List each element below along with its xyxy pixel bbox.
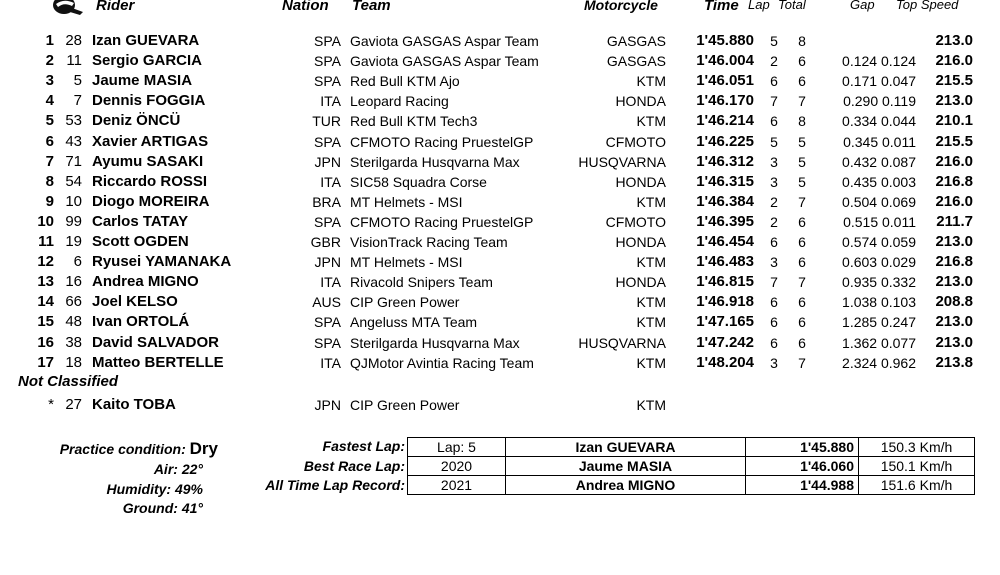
header-motorcycle: Motorcycle	[584, 0, 658, 13]
rider-name: David SALVADOR	[92, 333, 219, 351]
gap-values: 0.290 0.119	[843, 93, 916, 110]
rider-nation: BRA	[312, 193, 341, 210]
rider-position: 17	[37, 353, 54, 371]
record-time: 1'46.060	[800, 458, 854, 474]
total-laps: 7	[798, 93, 806, 110]
top-speed: 213.0	[935, 273, 973, 291]
total-laps: 5	[798, 173, 806, 190]
rider-name: Sergio GARCIA	[92, 52, 203, 70]
total-laps: 6	[798, 53, 806, 70]
best-lap-number: 3	[770, 173, 778, 190]
rider-number: 5	[73, 72, 82, 90]
not-classified-marker: *	[48, 396, 54, 413]
top-speed: 215.5	[935, 132, 973, 150]
record-lap: Lap: 5	[408, 438, 506, 457]
total-laps: 6	[798, 234, 806, 250]
table-row	[0, 152, 1000, 172]
rider-team: CIP Green Power	[350, 294, 460, 311]
rider-team: CFMOTO Racing PruestelGP	[350, 133, 534, 150]
rider-nation: SPA	[314, 33, 341, 49]
rider-number: 16	[65, 273, 82, 291]
record-rider: Jaume MASIA	[506, 457, 746, 476]
practice-condition-label: Practice condition:	[59, 441, 186, 457]
rider-motorcycle: HONDA	[615, 173, 666, 190]
rider-position: 5	[45, 112, 54, 130]
rider-motorcycle: GASGAS	[606, 53, 666, 70]
record-year: 2020	[408, 457, 506, 476]
best-lap-number: 5	[770, 33, 778, 49]
lap-time: 1'46.312	[696, 152, 754, 170]
record-speed: 151.6 Km/h	[858, 476, 974, 495]
rider-team: MT Helmets - MSI	[350, 254, 463, 271]
rider-nation: SPA	[314, 73, 341, 90]
table-row	[0, 353, 1000, 373]
air-temperature	[30, 461, 203, 477]
total-laps: 6	[798, 254, 806, 271]
rider-number: 27	[65, 396, 82, 413]
gap-values: 0.515 0.011	[843, 213, 916, 230]
top-speed: 213.0	[935, 32, 973, 49]
rider-motorcycle: HONDA	[615, 93, 666, 110]
rider-nation: JPN	[314, 153, 341, 170]
record-speed: 150.1 Km/h	[858, 457, 974, 476]
rider-number: 7	[73, 92, 82, 110]
header-nation: Nation	[282, 0, 329, 14]
rider-position: 7	[45, 152, 54, 170]
table-row	[0, 51, 1000, 71]
gap-values: 0.603 0.029	[842, 254, 916, 271]
rider-name: Carlos TATAY	[92, 212, 189, 230]
rider-position: 10	[37, 212, 54, 230]
gap-values: 0.935 0.332	[842, 274, 916, 291]
best-lap-number: 6	[770, 334, 778, 351]
best-lap-number: 3	[770, 153, 778, 170]
gap-values: 0.432 0.087	[842, 153, 916, 170]
top-speed: 216.8	[935, 253, 973, 271]
all-time-lap-record-label: All Time Lap Record:	[265, 477, 405, 493]
lap-time: 1'46.214	[696, 112, 754, 130]
gap-values: 1.362 0.077	[842, 334, 916, 351]
table-row	[0, 312, 1000, 332]
rider-name: Xavier ARTIGAS	[92, 132, 209, 150]
gap-values: 0.574 0.059	[842, 234, 916, 250]
rider-name: Kaito TOBA	[92, 396, 176, 413]
rider-name: Riccardo ROSSI	[92, 172, 208, 190]
table-row	[0, 292, 1000, 312]
rider-nation: AUS	[312, 294, 341, 311]
record-row-all-time	[408, 476, 974, 495]
rider-number: 48	[65, 313, 82, 331]
total-laps: 6	[798, 294, 806, 311]
humidity-value: 49%	[174, 481, 203, 497]
rider-motorcycle: HONDA	[615, 274, 666, 291]
header-rider: Rider	[96, 0, 135, 14]
gap-values: 1.038 0.103	[842, 294, 916, 311]
top-speed: 210.1	[935, 112, 973, 130]
top-speed: 211.7	[936, 212, 973, 230]
best-lap-number: 6	[770, 294, 778, 311]
total-laps: 7	[798, 274, 806, 291]
top-speed: 216.0	[935, 152, 973, 170]
lap-time: 1'46.051	[696, 72, 754, 90]
lap-time: 1'46.170	[696, 92, 754, 110]
table-row	[0, 132, 1000, 152]
rider-nation: SPA	[314, 213, 341, 230]
rider-team: CIP Green Power	[350, 397, 460, 413]
header-top-speed: Top Speed	[896, 0, 959, 12]
rider-name: Ayumu SASAKI	[92, 152, 204, 170]
rider-nation: SPA	[314, 133, 341, 150]
lap-time: 1'46.454	[696, 233, 754, 250]
gap-values: 1.285 0.247	[842, 314, 916, 331]
rider-nation: ITA	[320, 93, 341, 110]
rider-nation: ITA	[320, 354, 341, 371]
air-value: 22°	[181, 461, 203, 477]
table-row	[0, 212, 1000, 232]
table-row	[0, 395, 1000, 415]
rider-name: Matteo BERTELLE	[92, 353, 224, 371]
best-race-lap-label: Best Race Lap:	[303, 458, 405, 474]
rider-number: 53	[65, 112, 82, 130]
rider-position: 4	[45, 92, 54, 110]
table-row	[0, 91, 1000, 111]
header-gap: Gap	[850, 0, 875, 12]
rider-position: 6	[45, 132, 54, 150]
rider-number: 54	[65, 172, 82, 190]
total-laps: 6	[798, 314, 806, 331]
total-laps: 5	[798, 133, 806, 150]
rider-number: 10	[65, 192, 82, 210]
rider-nation: SPA	[314, 314, 341, 331]
record-rider: Andrea MIGNO	[506, 476, 746, 495]
humidity	[30, 481, 203, 497]
rider-position: 12	[37, 253, 54, 271]
best-lap-number: 5	[770, 133, 778, 150]
best-lap-number: 2	[770, 193, 778, 210]
rider-team: SIC58 Squadra Corse	[350, 173, 487, 190]
rider-position: 3	[45, 72, 54, 90]
record-rider: Izan GUEVARA	[506, 438, 746, 457]
rider-name: Izan GUEVARA	[92, 32, 200, 49]
rider-nation: ITA	[320, 173, 341, 190]
fastest-lap-label: Fastest Lap:	[322, 438, 405, 454]
total-laps: 8	[798, 113, 806, 130]
total-laps: 7	[798, 193, 806, 210]
rider-motorcycle: KTM	[636, 314, 666, 331]
rider-number: 66	[65, 293, 82, 311]
rider-motorcycle: HONDA	[615, 234, 666, 250]
record-time: 1'44.988	[800, 477, 854, 493]
best-lap-number: 7	[770, 274, 778, 291]
rider-team: Red Bull KTM Tech3	[350, 113, 478, 130]
rider-team: Leopard Racing	[350, 93, 449, 110]
rider-name: Scott OGDEN	[92, 233, 189, 250]
table-row	[0, 172, 1000, 192]
lap-time: 1'46.483	[696, 253, 754, 271]
rider-team: Gaviota GASGAS Aspar Team	[350, 33, 539, 49]
rider-position: 8	[45, 172, 54, 190]
rider-nation: ITA	[320, 274, 341, 291]
practice-condition-value: Dry	[189, 439, 218, 458]
rider-position: 13	[37, 273, 54, 291]
header-lap: Lap	[748, 0, 770, 12]
record-row-fastest-lap	[408, 438, 974, 457]
table-row	[0, 252, 1000, 272]
best-lap-number: 6	[770, 234, 778, 250]
rider-name: Ivan ORTOLÁ	[92, 313, 190, 331]
top-speed: 216.0	[935, 192, 973, 210]
rider-position: 14	[37, 293, 54, 311]
rider-nation: SPA	[314, 53, 341, 70]
total-laps: 5	[798, 153, 806, 170]
table-row	[0, 31, 1000, 51]
gap-values: 0.435 0.003	[842, 173, 916, 190]
rider-motorcycle: HUSQVARNA	[578, 153, 666, 170]
total-laps: 6	[798, 334, 806, 351]
lap-time: 1'46.225	[696, 132, 754, 150]
rider-position: 1	[45, 32, 54, 49]
top-speed: 213.0	[935, 313, 973, 331]
rider-nation: TUR	[312, 113, 341, 130]
rider-motorcycle: KTM	[636, 193, 666, 210]
ground-label: Ground:	[122, 500, 178, 516]
rider-position: 2	[45, 52, 54, 70]
best-lap-number: 2	[770, 213, 778, 230]
total-laps: 8	[798, 33, 806, 49]
rider-nation: GBR	[310, 234, 341, 250]
gap-values: 0.345 0.011	[843, 133, 916, 150]
table-row	[0, 192, 1000, 212]
rider-name: Ryusei YAMANAKA	[92, 253, 232, 271]
practice-condition	[30, 439, 218, 459]
table-row	[0, 232, 1000, 252]
total-laps: 6	[798, 213, 806, 230]
table-row	[0, 272, 1000, 292]
top-speed: 216.8	[935, 172, 973, 190]
best-lap-number: 3	[770, 254, 778, 271]
ground-temperature	[30, 500, 203, 516]
rider-team: Sterilgarda Husqvarna Max	[350, 153, 520, 170]
header-time: Time	[704, 0, 739, 14]
gap-values: 0.124 0.124	[842, 53, 916, 70]
best-lap-number: 7	[770, 93, 778, 110]
rider-team: Red Bull KTM Ajo	[350, 73, 460, 90]
best-lap-number: 6	[770, 113, 778, 130]
rider-motorcycle: CFMOTO	[605, 213, 666, 230]
header-team: Team	[352, 0, 391, 14]
rider-number: 71	[65, 152, 82, 170]
record-speed: 150.3 Km/h	[858, 438, 974, 457]
rider-motorcycle: KTM	[636, 294, 666, 311]
rider-nation: JPN	[314, 397, 341, 413]
rider-motorcycle: GASGAS	[606, 33, 666, 49]
rider-position: 16	[37, 333, 54, 351]
best-lap-number: 6	[770, 314, 778, 331]
rider-number: 28	[65, 32, 82, 49]
rider-name: Joel KELSO	[92, 293, 178, 311]
lap-time: 1'47.242	[696, 333, 754, 351]
rider-number: 38	[65, 333, 82, 351]
total-laps: 7	[798, 354, 806, 371]
best-lap-number: 2	[770, 53, 778, 70]
header-total: Total	[778, 0, 806, 12]
rider-position: 11	[38, 233, 54, 250]
rider-motorcycle: CFMOTO	[605, 133, 666, 150]
table-row	[0, 333, 1000, 353]
rider-name: Jaume MASIA	[92, 72, 193, 90]
record-time: 1'45.880	[800, 439, 854, 455]
lap-time: 1'47.165	[696, 313, 754, 331]
lap-time: 1'46.918	[696, 293, 754, 311]
lap-time: 1'46.815	[696, 273, 754, 291]
rider-number: 18	[65, 353, 82, 371]
humidity-label: Humidity:	[106, 481, 172, 497]
gap-values: 0.334 0.044	[842, 113, 916, 130]
best-lap-number: 6	[770, 73, 778, 90]
rider-number: 6	[73, 253, 82, 271]
record-row-best-race-lap	[408, 457, 974, 476]
gap-values: 0.171 0.047	[842, 73, 916, 90]
rider-name: Andrea MIGNO	[92, 273, 199, 291]
motogp-helmet-logo-icon	[50, 0, 84, 16]
top-speed: 216.0	[935, 52, 973, 70]
rider-number: 43	[65, 132, 82, 150]
rider-team: Rivacold Snipers Team	[350, 274, 493, 291]
lap-time: 1'48.204	[696, 353, 754, 371]
rider-name: Diogo MOREIRA	[92, 192, 210, 210]
rider-team: Gaviota GASGAS Aspar Team	[350, 53, 539, 70]
lap-time: 1'46.395	[696, 212, 754, 230]
record-year: 2021	[408, 476, 506, 495]
lap-time: 1'45.880	[696, 32, 754, 49]
top-speed: 213.0	[935, 333, 973, 351]
rider-name: Deniz ÖNCÜ	[92, 112, 181, 130]
best-lap-number: 3	[770, 354, 778, 371]
air-label: Air:	[153, 461, 178, 477]
rider-nation: JPN	[314, 254, 341, 271]
rider-team: Angeluss MTA Team	[350, 314, 478, 331]
ground-value: 41°	[181, 500, 203, 516]
rider-team: MT Helmets - MSI	[350, 193, 463, 210]
rider-motorcycle: KTM	[636, 397, 666, 413]
rider-team: VisionTrack Racing Team	[350, 234, 508, 250]
rider-nation: SPA	[314, 334, 341, 351]
table-row	[0, 71, 1000, 91]
gap-values: 0.504 0.069	[842, 193, 916, 210]
top-speed: 213.8	[935, 353, 973, 371]
rider-position: 9	[45, 192, 54, 210]
gap-values: 2.324 0.962	[842, 354, 916, 371]
rider-motorcycle: KTM	[636, 354, 666, 371]
rider-team: CFMOTO Racing PruestelGP	[350, 213, 534, 230]
total-laps: 6	[798, 73, 806, 90]
rider-team: QJMotor Avintia Racing Team	[350, 354, 534, 371]
lap-time: 1'46.384	[696, 192, 754, 210]
rider-position: 15	[37, 313, 54, 331]
rider-number: 19	[65, 233, 82, 250]
top-speed: 208.8	[935, 293, 973, 311]
records-table	[407, 437, 975, 495]
rider-number: 11	[66, 52, 82, 70]
rider-team: Sterilgarda Husqvarna Max	[350, 334, 520, 351]
rider-motorcycle: KTM	[636, 73, 666, 90]
top-speed: 213.0	[935, 92, 973, 110]
top-speed: 213.0	[935, 233, 973, 250]
lap-time: 1'46.315	[696, 172, 754, 190]
lap-time: 1'46.004	[696, 52, 754, 70]
top-speed: 215.5	[935, 72, 973, 90]
not-classified-label: Not Classified	[18, 373, 119, 390]
table-row	[0, 111, 1000, 131]
rider-motorcycle: KTM	[636, 113, 666, 130]
rider-motorcycle: KTM	[636, 254, 666, 271]
rider-name: Dennis FOGGIA	[92, 92, 206, 110]
rider-number: 99	[65, 212, 82, 230]
rider-motorcycle: HUSQVARNA	[578, 334, 666, 351]
